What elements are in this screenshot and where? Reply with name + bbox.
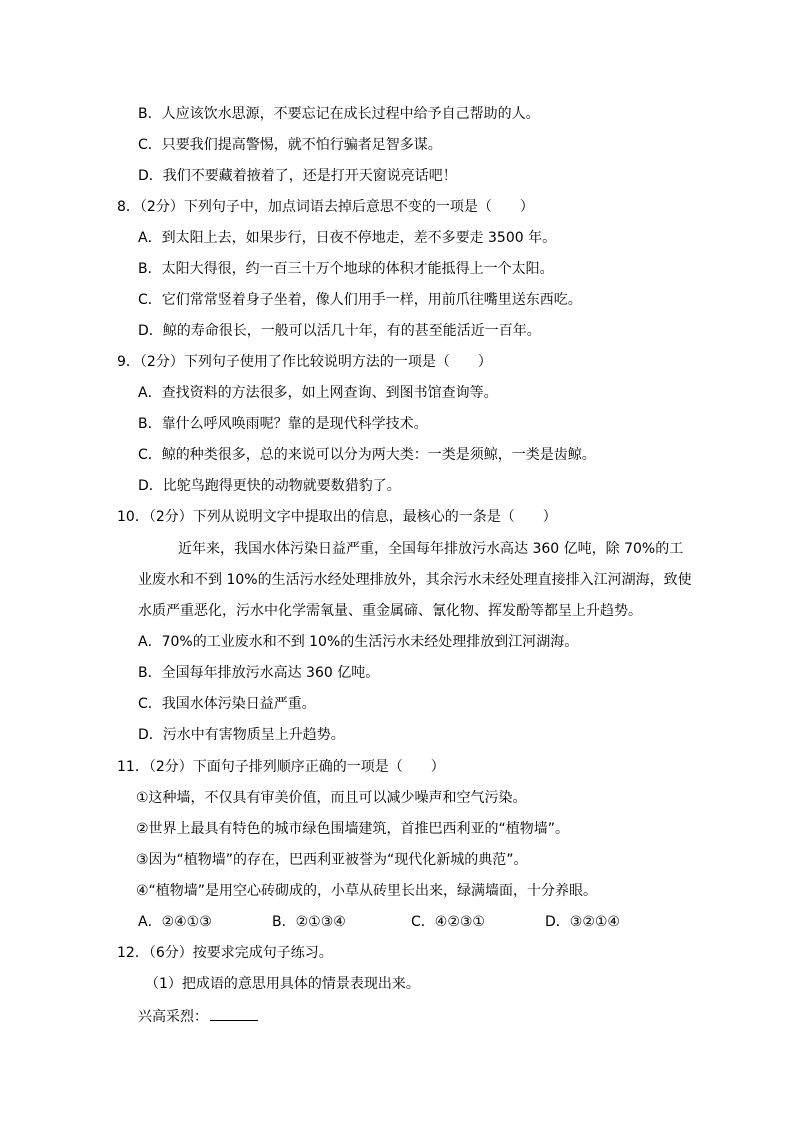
question-10-option-c: C．我国水体污染日益严重。 (138, 696, 316, 712)
question-12-subquestion-1: （1）把成语的意思用具体的情景表现出来。 (145, 976, 420, 992)
idiom-answer-row (138, 1006, 258, 1027)
question-11-option-b: B．②①③④ (272, 914, 346, 930)
question-10-option-b: B．全国每年排放污水高达 360 亿吨。 (138, 665, 380, 681)
prev-option-b: B．人应该饮水思源，不要忘记在成长过程中给予自己帮助的人。 (138, 106, 540, 122)
question-10-stem: 10．（2分）下列从说明文字中提取出的信息，最核心的一条是（ ） (117, 509, 557, 525)
question-11-stem: 11．（2分）下面句子排列顺序正确的一项是（ ） (117, 759, 445, 775)
question-11-sentence-3: ③因为“植物墙”的存在，巴西利亚被誉为“现代化新城的典范”。 (136, 852, 528, 868)
question-11-sentence-2: ②世界上最具有特色的城市绿色围墙建筑，首推巴西利亚的“植物墙”。 (136, 821, 570, 837)
question-11-option-a: A．②④①③ (138, 914, 212, 930)
question-10-passage-line-1: 近年来，我国水体污染日益严重，全国每年排放污水高达 360 亿吨，除 70%的工 (178, 541, 684, 557)
question-9-stem: 9．（2分）下列句子使用了作比较说明方法的一项是（ ） (117, 354, 492, 370)
question-8-option-a: A．到太阳上去，如果步行，日夜不停地走，差不多要走 3500 年。 (138, 230, 557, 246)
question-10-passage-line-2: 业废水和不到 10%的生活污水经处理排放外，其余污水未经处理直接排入江河湖海，致使 (138, 572, 692, 588)
answer-blank[interactable] (210, 1006, 258, 1021)
question-10-option-a: A．70%的工业废水和不到 10%的生活污水未经处理排放到江河湖海。 (138, 634, 579, 650)
idiom-label: 兴高采烈： (138, 1009, 208, 1025)
question-10-passage-line-3: 水质严重恶化，污水中化学需氧量、重金属碲、氰化物、挥发酚等都呈上升趋势。 (138, 603, 642, 619)
question-9-option-b: B．靠什么呼风唤雨呢？靠的是现代科学技术。 (138, 416, 428, 432)
question-11-option-d: D．③②①④ (545, 914, 620, 930)
question-12-stem: 12．（6分）按要求完成句子练习。 (117, 945, 333, 961)
question-8-stem: 8．（2分）下列句子中，加点词语去掉后意思不变的一项是（ ） (117, 199, 534, 215)
question-8-option-c: C．它们常常竖着身子坐着，像人们用手一样，用前爪往嘴里送东西吃。 (138, 292, 582, 308)
prev-option-d: D．我们不要藏着掖着了，还是打开天窗说亮话吧！ (138, 168, 457, 184)
prev-option-c: C．只要我们提高警惕，就不怕行骗者足智多谋。 (138, 137, 442, 153)
question-11-option-c: C．④②③① (411, 914, 485, 930)
question-9-option-d: D．比鸵鸟跑得更快的动物就要数猎豹了。 (138, 478, 401, 494)
question-9-option-a: A．查找资料的方法很多，如上网查询、到图书馆查询等。 (138, 385, 498, 401)
question-8-option-d: D．鲸的寿命很长，一般可以活几十年，有的甚至能活近一百年。 (138, 323, 541, 339)
question-10-option-d: D．污水中有害物质呈上升趋势。 (138, 727, 345, 743)
question-8-option-b: B．太阳大得很，约一百三十万个地球的体积才能抵得上一个太阳。 (138, 261, 554, 277)
question-9-option-c: C．鲸的种类很多，总的来说可以分为两大类：一类是须鲸，一类是齿鲸。 (138, 447, 596, 463)
question-11-sentence-1: ①这种墙，不仅具有审美价值，而且可以减少噪声和空气污染。 (136, 790, 527, 806)
question-11-sentence-4: ④“植物墙”是用空心砖砌成的，小草从砖里长出来，绿满墙面，十分养眼。 (136, 883, 598, 899)
